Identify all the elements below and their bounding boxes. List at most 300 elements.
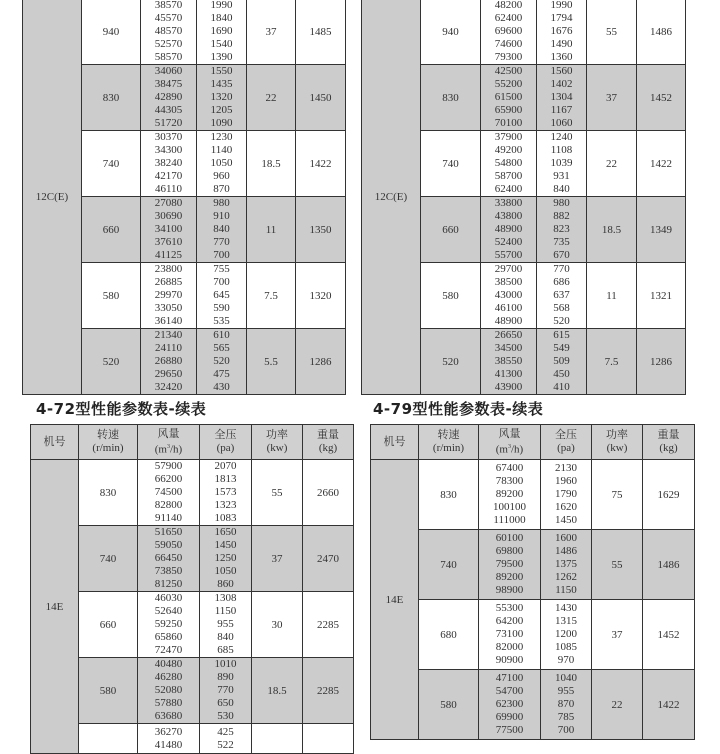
table-row <box>371 460 695 530</box>
pressure-cell-value: 1230 <box>210 131 233 143</box>
pressure-cell <box>197 65 247 131</box>
flow-cell-value: 21340 <box>154 329 183 341</box>
speed-cell: 740 <box>82 131 141 197</box>
flow-cell-value: 70100 <box>494 117 523 129</box>
flow-cell-value: 29970 <box>154 289 183 301</box>
power-cell: 75 <box>592 460 643 530</box>
flow-cell <box>141 131 197 197</box>
flow-cell-value: 40480 <box>154 658 183 670</box>
pressure-cell-value: 1200 <box>555 628 577 640</box>
speed-cell: 580 <box>419 670 479 740</box>
header-power: 功率 (kw) <box>592 425 643 460</box>
flow-cell-value: 64200 <box>495 615 524 627</box>
speed-cell: 830 <box>79 460 138 526</box>
pressure-cell-value: 615 <box>553 329 570 341</box>
flow-cell-value: 51720 <box>154 117 183 129</box>
pressure-cell-value: 1435 <box>210 78 233 90</box>
flow-cell <box>138 724 200 754</box>
table-row <box>371 530 695 600</box>
table-row <box>371 600 695 670</box>
flow-cell-value: 42170 <box>154 170 183 182</box>
pressure-cell-value: 755 <box>213 263 230 275</box>
pressure-cell-value: 1573 <box>214 486 237 498</box>
flow-cell-value: 59050 <box>154 539 183 551</box>
pressure-cell-value: 1040 <box>555 672 577 684</box>
pressure-cell-value: 475 <box>213 368 230 380</box>
flow-cell-value: 62400 <box>494 12 523 24</box>
flow-cell-value: 34300 <box>154 144 183 156</box>
flow-cell-value: 55200 <box>494 78 523 90</box>
pressure-cell-value: 1250 <box>214 552 237 564</box>
header-model: 机号 <box>31 425 79 460</box>
pressure-cell-value: 1430 <box>555 602 577 614</box>
pressure-cell-value: 770 <box>217 684 234 696</box>
speed-cell <box>79 724 138 754</box>
flow-cell-value: 65860 <box>154 631 183 643</box>
flow-cell-value: 29700 <box>494 263 523 275</box>
table-row <box>31 658 354 724</box>
speed-cell: 660 <box>79 592 138 658</box>
pressure-cell <box>197 131 247 197</box>
flow-cell-value: 52080 <box>154 684 183 696</box>
pressure-cell-value: 1560 <box>550 65 573 77</box>
weight-cell: 1452 <box>637 65 686 131</box>
pressure-cell-value: 1240 <box>550 131 573 143</box>
pressure-cell-value: 700 <box>213 249 230 261</box>
weight-cell: 1629 <box>643 460 695 530</box>
flow-cell-value: 34100 <box>154 223 183 235</box>
pressure-cell-value: 770 <box>213 236 230 248</box>
pressure-cell-value: 700 <box>557 724 575 736</box>
header-power: 功率 (kw) <box>252 425 303 460</box>
pressure-cell-value: 1960 <box>555 475 577 487</box>
weight-cell: 1452 <box>643 600 695 670</box>
pressure-cell-value: 1650 <box>214 526 237 538</box>
pressure-cell-value: 980 <box>553 197 570 209</box>
pressure-cell-value: 1390 <box>210 51 233 63</box>
pressure-cell-value: 535 <box>213 315 230 327</box>
flow-cell-value: 69900 <box>495 711 524 723</box>
pressure-cell-value: 910 <box>213 210 230 222</box>
pressure-cell <box>197 197 247 263</box>
flow-cell <box>479 460 541 530</box>
flow-cell-value: 24110 <box>154 342 183 354</box>
header-speed: 转速 (r/min) <box>419 425 479 460</box>
flow-cell-value: 37610 <box>154 236 183 248</box>
weight-cell: 2660 <box>303 460 354 526</box>
pressure-cell-value: 1490 <box>550 38 573 50</box>
pressure-cell-value: 1813 <box>214 473 237 485</box>
flow-cell-value: 43900 <box>494 381 523 393</box>
pressure-cell <box>200 460 252 526</box>
table-row <box>23 0 346 65</box>
flow-cell-value: 48900 <box>494 315 523 327</box>
power-cell: 7.5 <box>247 263 296 329</box>
table-4-72-14e <box>30 424 354 754</box>
flow-cell-value: 44305 <box>154 104 183 116</box>
table-body <box>23 0 346 395</box>
flow-cell <box>481 329 537 395</box>
header-pressure: 全压 (pa) <box>200 425 252 460</box>
pressure-cell <box>537 131 587 197</box>
weight-cell: 1422 <box>296 131 346 197</box>
pressure-cell-value: 1304 <box>550 91 573 103</box>
pressure-cell-value: 1486 <box>555 545 577 557</box>
power-cell: 18.5 <box>587 197 637 263</box>
flow-cell <box>481 263 537 329</box>
flow-cell-value: 29650 <box>154 368 183 380</box>
pressure-cell-value: 1308 <box>214 592 237 604</box>
flow-cell <box>479 670 541 740</box>
flow-cell-value: 57880 <box>154 697 183 709</box>
header-pressure: 全压 (pa) <box>541 425 592 460</box>
weight-cell: 2470 <box>303 526 354 592</box>
pressure-cell <box>200 658 252 724</box>
flow-cell-value: 42890 <box>154 91 183 103</box>
table-body <box>362 0 686 395</box>
flow-cell-value: 73100 <box>495 628 524 640</box>
flow-cell-value: 46100 <box>494 302 523 314</box>
pressure-cell-value: 1090 <box>210 117 233 129</box>
pressure-cell-value: 960 <box>213 170 230 182</box>
power-cell: 37 <box>587 65 637 131</box>
flow-cell <box>481 131 537 197</box>
flow-cell-value: 69600 <box>494 25 523 37</box>
pressure-cell-value: 1550 <box>210 65 233 77</box>
pressure-cell-value: 2070 <box>214 460 237 472</box>
weight-cell: 2285 <box>303 592 354 658</box>
flow-cell-value: 45570 <box>154 12 183 24</box>
flow-cell-value: 91140 <box>154 512 183 524</box>
pressure-cell-value: 530 <box>217 710 234 722</box>
flow-cell-value: 48570 <box>154 25 183 37</box>
pressure-cell-value: 1083 <box>214 512 237 524</box>
flow-cell <box>138 526 200 592</box>
pressure-cell-value: 785 <box>557 711 575 723</box>
flow-cell-value: 36140 <box>154 315 183 327</box>
flow-cell-value: 82000 <box>495 641 524 653</box>
power-cell: 55 <box>587 0 637 65</box>
pressure-cell-value: 1010 <box>214 658 237 670</box>
flow-cell <box>138 592 200 658</box>
pressure-cell <box>537 263 587 329</box>
weight-cell: 1422 <box>643 670 695 740</box>
flow-cell-value: 90900 <box>495 654 524 666</box>
pressure-cell-value: 1540 <box>210 38 233 50</box>
pressure-cell-value: 1790 <box>555 488 577 500</box>
flow-cell-value: 74500 <box>154 486 183 498</box>
flow-cell <box>481 0 537 65</box>
speed-cell: 830 <box>421 65 481 131</box>
pressure-cell-value: 840 <box>553 183 570 195</box>
pressure-cell <box>200 592 252 658</box>
pressure-cell-value: 1262 <box>555 571 577 583</box>
flow-cell-value: 69800 <box>495 545 524 557</box>
pressure-cell-value: 568 <box>553 302 570 314</box>
flow-cell <box>481 65 537 131</box>
weight-cell: 1450 <box>296 65 346 131</box>
pressure-cell-value: 410 <box>553 381 570 393</box>
speed-cell: 830 <box>419 460 479 530</box>
power-cell: 18.5 <box>247 131 296 197</box>
power-cell: 37 <box>247 0 296 65</box>
flow-cell-value: 54800 <box>494 157 523 169</box>
flow-cell-value: 26880 <box>154 355 183 367</box>
flow-cell-value: 78300 <box>495 475 524 487</box>
pressure-cell-value: 1060 <box>550 117 573 129</box>
pressure-cell <box>537 65 587 131</box>
pressure-cell-value: 520 <box>213 355 230 367</box>
table-row <box>31 592 354 658</box>
flow-cell-value: 54700 <box>495 685 524 697</box>
pressure-cell-value: 645 <box>213 289 230 301</box>
speed-cell: 740 <box>79 526 138 592</box>
pressure-cell <box>541 460 592 530</box>
flow-cell-value: 27080 <box>154 197 183 209</box>
power-cell: 5.5 <box>247 329 296 395</box>
pressure-cell-value: 1450 <box>214 539 237 551</box>
pressure-cell-value: 1402 <box>550 78 573 90</box>
pressure-cell-value: 686 <box>553 276 570 288</box>
pressure-cell-value: 840 <box>217 631 234 643</box>
flow-cell <box>141 197 197 263</box>
pressure-cell <box>537 197 587 263</box>
speed-cell: 940 <box>421 0 481 65</box>
header-weight: 重量 (kg) <box>303 425 354 460</box>
pressure-cell-value: 970 <box>557 654 575 666</box>
weight-cell: 1486 <box>637 0 686 65</box>
pressure-cell <box>200 526 252 592</box>
pressure-cell-value: 1323 <box>214 499 237 511</box>
flow-cell-value: 41300 <box>494 368 523 380</box>
weight-cell: 1320 <box>296 263 346 329</box>
pressure-cell-value: 1620 <box>555 501 577 513</box>
flow-cell-value: 36270 <box>154 725 183 738</box>
flow-cell <box>138 658 200 724</box>
table-title-4-79: 4-79型性能参数表-续表 <box>373 400 544 418</box>
speed-cell: 940 <box>82 0 141 65</box>
flow-cell-value: 34060 <box>154 65 183 77</box>
flow-cell-value: 52570 <box>154 38 183 50</box>
pressure-cell <box>197 263 247 329</box>
flow-cell-value: 65900 <box>494 104 523 116</box>
power-cell: 55 <box>592 530 643 600</box>
flow-cell-value: 48200 <box>494 0 523 11</box>
flow-cell-value: 55300 <box>495 602 524 614</box>
pressure-cell-value: 1990 <box>210 0 233 11</box>
flow-cell-value: 63680 <box>154 710 183 722</box>
pressure-cell <box>537 0 587 65</box>
speed-cell: 660 <box>421 197 481 263</box>
header-weight: 重量 (kg) <box>643 425 695 460</box>
pressure-cell-value: 520 <box>553 315 570 327</box>
flow-cell <box>479 530 541 600</box>
pressure-cell-value: 1050 <box>214 565 237 577</box>
flow-cell-value: 49200 <box>494 144 523 156</box>
flow-cell-value: 111000 <box>493 514 526 526</box>
pressure-cell-value: 823 <box>553 223 570 235</box>
pressure-cell-value: 955 <box>557 685 575 697</box>
model-cell: 14E <box>31 460 79 754</box>
flow-cell-value: 81250 <box>154 578 183 590</box>
flow-cell <box>141 329 197 395</box>
pressure-cell-value: 700 <box>213 276 230 288</box>
power-cell: 22 <box>592 670 643 740</box>
table-header <box>31 425 354 460</box>
table-4-72-12ce <box>22 0 346 395</box>
pressure-cell-value: 1150 <box>555 584 577 596</box>
model-cell: 12C(E) <box>362 0 421 395</box>
flow-cell-value: 52400 <box>494 236 523 248</box>
flow-cell <box>141 65 197 131</box>
weight-cell: 2285 <box>303 658 354 724</box>
flow-cell-value: 32420 <box>154 381 183 393</box>
pressure-cell-value: 1375 <box>555 558 577 570</box>
weight-cell: 1486 <box>643 530 695 600</box>
flow-cell-value: 38475 <box>154 78 183 90</box>
speed-cell: 740 <box>419 530 479 600</box>
flow-cell-value: 60100 <box>495 532 524 544</box>
flow-cell-value: 51650 <box>154 526 183 538</box>
pressure-cell-value: 1320 <box>210 91 233 103</box>
pressure-cell-value: 1205 <box>210 104 233 116</box>
flow-cell-value: 57900 <box>154 460 183 472</box>
speed-cell: 830 <box>82 65 141 131</box>
pressure-cell-value: 650 <box>217 697 234 709</box>
table-title-4-72: 4-72型性能参数表-续表 <box>36 400 207 418</box>
flow-cell-value: 52640 <box>154 605 183 617</box>
table-header <box>371 425 695 460</box>
pressure-cell-value: 610 <box>213 329 230 341</box>
pressure-cell <box>537 329 587 395</box>
flow-cell-value: 74600 <box>494 38 523 50</box>
speed-cell: 660 <box>82 197 141 263</box>
flow-cell-value: 58570 <box>154 51 183 63</box>
pressure-cell-value: 840 <box>213 223 230 235</box>
weight-cell: 1321 <box>637 263 686 329</box>
table-4-79-14e <box>370 424 695 740</box>
speed-cell: 580 <box>79 658 138 724</box>
flow-cell-value: 38550 <box>494 355 523 367</box>
flow-cell-value: 33800 <box>494 197 523 209</box>
pressure-cell-value: 1360 <box>550 51 573 63</box>
flow-cell-value: 43800 <box>494 210 523 222</box>
weight-cell: 1349 <box>637 197 686 263</box>
speed-cell: 580 <box>82 263 141 329</box>
flow-cell-value: 89200 <box>495 488 524 500</box>
pressure-cell-value: 1050 <box>210 157 233 169</box>
pressure-cell-value: 1108 <box>550 144 573 156</box>
flow-cell-value: 62400 <box>494 183 523 195</box>
pressure-cell-value: 1150 <box>214 605 237 617</box>
flow-cell <box>138 460 200 526</box>
flow-cell-value: 30690 <box>154 210 183 222</box>
flow-cell-value: 82800 <box>154 499 183 511</box>
power-cell: 22 <box>587 131 637 197</box>
flow-cell-value: 61500 <box>494 91 523 103</box>
pressure-cell-value: 1140 <box>210 144 233 156</box>
table-row <box>31 460 354 526</box>
flow-cell <box>141 263 197 329</box>
flow-cell-value: 37900 <box>494 131 523 143</box>
header-speed: 转速 (r/min) <box>79 425 138 460</box>
pressure-cell <box>541 600 592 670</box>
flow-cell-value: 38570 <box>154 0 183 11</box>
power-cell <box>252 724 303 754</box>
flow-cell-value: 98900 <box>495 584 524 596</box>
flow-cell-value: 67400 <box>495 462 524 474</box>
flow-cell-value: 100100 <box>493 501 526 513</box>
power-cell: 11 <box>247 197 296 263</box>
model-cell: 12C(E) <box>23 0 82 395</box>
pressure-cell <box>197 329 247 395</box>
pressure-cell-value: 430 <box>213 381 230 393</box>
flow-cell-value: 59250 <box>154 618 183 630</box>
pressure-cell-value: 870 <box>213 183 230 195</box>
flow-cell-value: 79300 <box>494 51 523 63</box>
flow-cell-value: 73850 <box>154 565 183 577</box>
pressure-cell-value: 980 <box>213 197 230 209</box>
table-row <box>371 670 695 740</box>
flow-cell-value: 42500 <box>494 65 523 77</box>
flow-cell-value: 34500 <box>494 342 523 354</box>
pressure-cell-value: 1676 <box>550 25 573 37</box>
speed-cell: 520 <box>421 329 481 395</box>
pressure-cell-value: 1690 <box>210 25 233 37</box>
pressure-cell <box>541 530 592 600</box>
power-cell: 37 <box>252 526 303 592</box>
speed-cell: 740 <box>421 131 481 197</box>
pressure-cell-value: 955 <box>217 618 234 630</box>
flow-cell <box>479 600 541 670</box>
pressure-cell-value: 670 <box>553 249 570 261</box>
table-body <box>31 460 354 754</box>
pressure-cell <box>200 724 252 754</box>
power-cell: 37 <box>592 600 643 670</box>
flow-cell-value: 79500 <box>495 558 524 570</box>
flow-cell-value: 46030 <box>154 592 183 604</box>
power-cell: 11 <box>587 263 637 329</box>
flow-cell-value: 33050 <box>154 302 183 314</box>
pressure-cell-value: 522 <box>217 738 234 751</box>
flow-cell-value: 62300 <box>495 698 524 710</box>
pressure-cell-value: 1794 <box>550 12 573 24</box>
pressure-cell-value: 882 <box>553 210 570 222</box>
table-row <box>31 724 354 754</box>
header-flow: 风量 $(m^3/h)$ <box>138 425 200 460</box>
table-4-79-12ce <box>361 0 686 395</box>
flow-cell <box>481 197 537 263</box>
pressure-cell-value: 1990 <box>550 0 573 11</box>
pressure-cell-value: 509 <box>553 355 570 367</box>
pressure-cell-value: 1840 <box>210 12 233 24</box>
power-cell: 18.5 <box>252 658 303 724</box>
pressure-cell-value: 1315 <box>555 615 577 627</box>
pressure-cell-value: 735 <box>553 236 570 248</box>
pressure-cell-value: 549 <box>553 342 570 354</box>
flow-cell-value: 41480 <box>154 738 183 751</box>
table-row <box>362 0 686 65</box>
pressure-cell-value: 565 <box>213 342 230 354</box>
weight-cell: 1422 <box>637 131 686 197</box>
flow-cell-value: 89200 <box>495 571 524 583</box>
power-cell: 30 <box>252 592 303 658</box>
pressure-cell-value: 1085 <box>555 641 577 653</box>
pressure-cell-value: 685 <box>217 644 234 656</box>
pressure-cell-value: 860 <box>217 578 234 590</box>
flow-cell-value: 41125 <box>154 249 183 261</box>
flow-cell-value: 46280 <box>154 671 183 683</box>
